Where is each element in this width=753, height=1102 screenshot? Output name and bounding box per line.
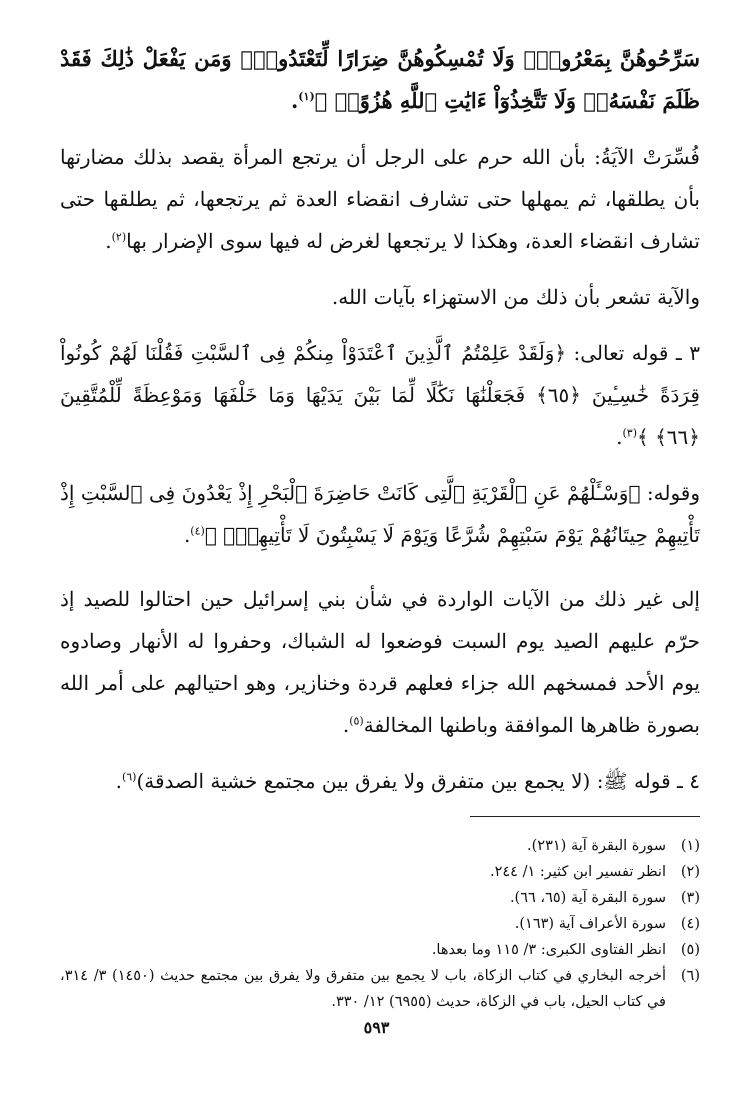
paragraph-tafsir: فُسِّرَتْ الآيَةُ: بأن الله حرم على الرجل أن يرتجع المرأة يقصد بذلك مضارتها بأن يطلقها، ثم يمهلها حتى تشارف انقضاء العدة ثم يرتجعها، ثم يطلقها حتى تشارف انقضاء العدة، وهكذا لا يرتجعها لغرض له فيها سوى الإضرار بها$^{(٢)}$. [60,145,700,253]
footnote-ref-6[interactable]: (٦) [121,770,137,784]
footnote-ref-5[interactable]: (٥) [349,714,364,728]
paragraph-bani-israil: إلى غير ذلك من الآيات الواردة في شأن بني إسرائيل حين احتالوا للصيد إذ حرّم عليهم الصيد يوم السبت فوضعوا له الشباك، وحفروا له الأنهار وصادوه يوم الأحد فمسخهم الله جزاء فعلهم قردة وخنازير، وهو احتيالهم على أمر الله بصورة ظاهرها الموافقة وباطنها المخالفة$^{(٥)}$. [60,587,700,737]
footnote-ref-3[interactable]: (٣) [622,426,637,440]
footnote-4: (٤) سورة الأعراف آية (١٦٣). [514,916,700,932]
footnotes-list [60,833,700,1015]
page-number: ٥٩٣ [363,1018,390,1037]
paragraph-verse-araf: وقوله: ﴿وَسْـَٔلْهُمْ عَنِ ٱلْقَرْيَةِ ٱلَّتِى كَانَتْ حَاضِرَةَ ٱلْبَحْرِ إِذْ يَعْدُونَ فِى ٱلسَّبْتِ إِذْ تَأْتِيهِمْ حِيتَانُهُمْ يَوْمَ سَبْتِهِمْ شُرَّعًا وَيَوْمَ لَا يَسْبِتُونَ لَا تَأْتِيهِمْۚ ﴾$^{(٤)}$. [60,481,700,547]
footnote-ref-4[interactable]: (٤) [190,524,205,538]
paragraph-verse-1: سَرِّحُوهُنَّ بِمَعْرُوفٍۚ وَلَا تُمْسِكُوهُنَّ ضِرَارًا لِّتَعْتَدُواْۚ وَمَن يَفْعَلْ ذَٰلِكَ فَقَدْ ظَلَمَ نَفْسَهُۥۚ وَلَا تَتَّخِذُوٓاْ ءَايَٰتِ ٱللَّهِ هُزُوًاۚ ﴾$^{(١)}$. [60,46,700,113]
footnote-1: (١) سورة البقرة آية (٢٣١). [527,838,700,854]
paragraph-istihza: والآية تشعر بأن ذلك من الاستهزاء بآيات الله. [331,285,700,309]
paragraph-point-3: ٣ ـ قوله تعالى: ﴿وَلَقَدْ عَلِمْتُمُ ٱلَّذِينَ ٱعْتَدَوْاْ مِنكُمْ فِى ٱلسَّبْتِ فَقُلْنَا لَهُمْ كُونُواْ قِرَدَةً خَٰسِـِٔينَ ﴿٦٥﴾ فَجَعَلْنَٰهَا نَكَٰلًا لِّمَا بَيْنَ يَدَيْهَا وَمَا خَلْفَهَا وَمَوْعِظَةً لِّلْمُتَّقِينَ ﴿٦٦﴾ ﴾$^{(٣)}$. [60,341,700,449]
footnote-2: (٢) انظر تفسير ابن كثير: ١/ ٢٤٤. [489,864,700,880]
paragraph-point-4: ٤ ـ قوله ﷺ: (لا يجمع بين متفرق ولا يفرق بين مجتمع خشية الصدقة)$^{(٦)}$. [115,769,700,793]
footnote-ref-2[interactable]: (٢) [111,230,127,244]
page-body [60,38,700,1015]
footnote-divider [470,816,700,817]
footnote-3: (٣) سورة البقرة آية (٦٥، ٦٦). [509,890,700,906]
footnote-5: (٥) انظر الفتاوى الكبرى: ٣/ ١١٥ وما بعدها. [431,942,700,958]
footnote-ref-1[interactable]: (١) [298,90,315,103]
footnote-6: (٦) أخرجه البخاري في كتاب الزكاة، باب لا يجمع بين متفرق ولا يفرق بين مجتمع حديث (١٤٥٠) ٣/ ٣١٤، في كتاب الحيل، باب في الزكاة، حديث (٦٩٥٥) ١٢/ ٣٣٠. [60,968,700,1010]
